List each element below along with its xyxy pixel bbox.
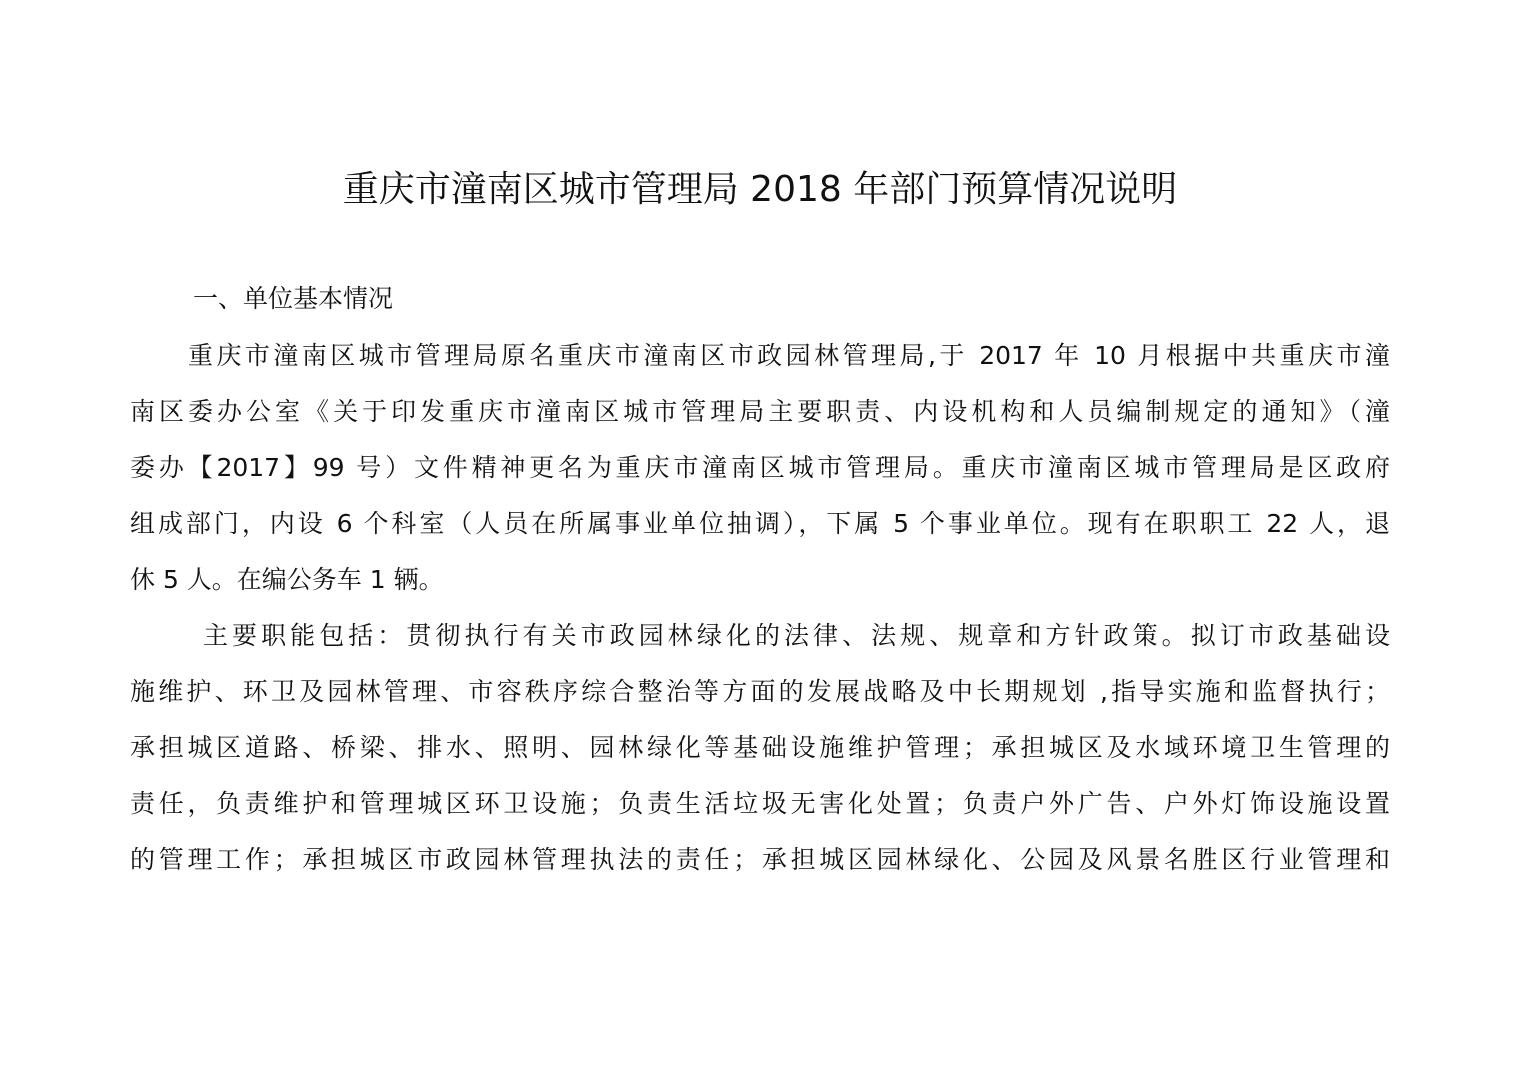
section-heading: 一、单位基本情况 — [193, 284, 394, 313]
paragraph-line: 休 5 人。在编公务车 1 辆。 — [130, 565, 444, 594]
paragraph-line: 责任，负责维护和管理城区环卫设施；负责生活垃圾无害化处置；负责户外广告、户外灯饰设施设置 — [130, 789, 1390, 818]
paragraph-line: 承担城区道路、桥梁、排水、照明、园林绿化等基础设施维护管理；承担城区及水域环境卫生管理的 — [130, 733, 1390, 762]
paragraph-line: 南区委办公室《关于印发重庆市潼南区城市管理局主要职责、内设机构和人员编制规定的通知》（潼 — [130, 397, 1390, 426]
paragraph-line: 组成部门，内设 6 个科室（人员在所属事业单位抽调），下属 5 个事业单位。现有在职职工 22 人，退 — [130, 509, 1390, 538]
paragraph-line: 主要职能包括：贯彻执行有关市政园林绿化的法律、法规、规章和方针政策。拟订市政基础设 — [203, 621, 1390, 650]
paragraph-line: 委办【2017】99 号）文件精神更名为重庆市潼南区城市管理局。重庆市潼南区城市管理局是区政府 — [130, 453, 1390, 482]
document-title: 重庆市潼南区城市管理局 2018 年部门预算情况说明 — [342, 169, 1178, 210]
paragraph-line: 重庆市潼南区城市管理局原名重庆市潼南区市政园林管理局,于 2017 年 10 月根据中共重庆市潼 — [188, 341, 1390, 370]
paragraph-line: 施维护、环卫及园林管理、市容秩序综合整治等方面的发展战略及中长期规划 ,指导实施和监督执行； — [130, 677, 1390, 706]
paragraph-line: 的管理工作；承担城区市政园林管理执法的责任；承担城区园林绿化、公园及风景名胜区行业管理和 — [130, 845, 1390, 874]
